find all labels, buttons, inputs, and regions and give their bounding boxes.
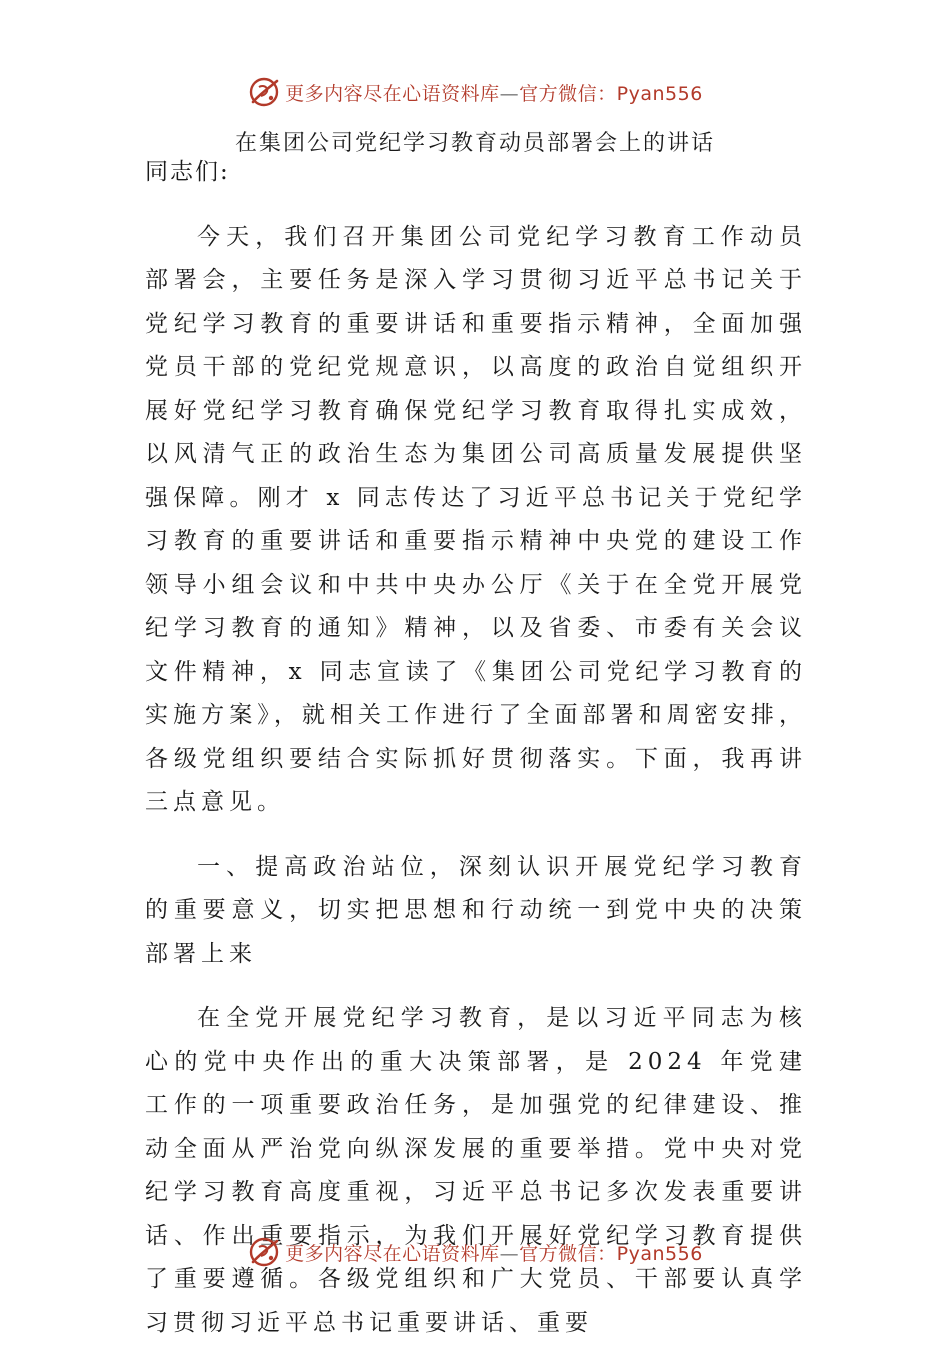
header-banner [0,72,950,112]
document-title: 在集团公司党纪学习教育动员部署会上的讲话 [234,131,715,156]
paragraph-section-1: 在全党开展党纪学习教育，是以习近平同志为核心的党中央作出的重大决策部署，是 2024 年党建工作的一项重要政治任务，是加强党的纪律建设、推动全面从严治党向纵深发展的重要举措。党中央对党纪学习教育高度重视，习近平总书记多次发表重要讲话、作出重要指示，为我们开展好党纪学习教育提供了重要遵循。各级党组织和广大党员、干部要认真学习贯彻习近平总书记重要讲话、重要 [145,1005,807,1336]
pen-logo-icon [247,75,281,109]
document-body [145,151,807,1345]
footer-banner [0,1232,950,1272]
section-heading-1: 一、提高政治站位，深刻认识开展党纪学习教育的重要意义，切实把思想和行动统一到党中央的决策部署上来 [145,853,807,967]
paragraph-intro: 今天，我们召开集团公司党纪学习教育工作动员部署会，主要任务是深入学习贯彻习近平总书记关于党纪学习教育的重要讲话和重要指示精神，全面加强党员干部的党纪党规意识，以高度的政治自觉组织开展好党纪学习教育确保党纪学习教育取得扎实成效，以风清气正的政治生态为集团公司高质量发展提供坚强保障。刚才 x 同志传达了习近平总书记关于党纪学习教育的重要讲话和重要指示精神中央党的建设工作领导小组会议和中共中央办公厅《关于在全党开展党纪学习教育的通知》精神，以及省委、市委有关会议文件精神，x 同志宣读了《集团公司党纪学习教育的实施方案》，就相关工作进行了全面部署和周密安排，各级党组织要结合实际抓好贯彻落实。下面，我再讲三点意见。 [145,223,807,815]
banner-text: 更多内容尽在心语资料库—官方微信：Pyan556 [285,1242,703,1265]
banner-text: 更多内容尽在心语资料库—官方微信：Pyan556 [285,82,703,105]
greeting: 同志们: [145,159,230,185]
pen-logo-icon [247,1235,281,1269]
